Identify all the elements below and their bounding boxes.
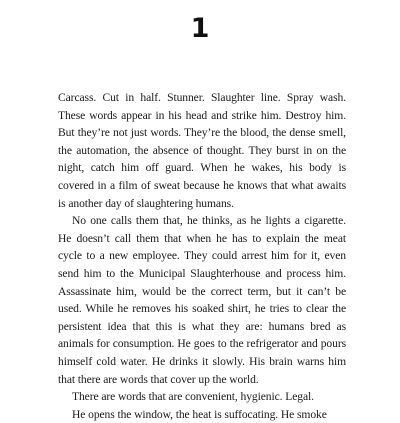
chapter-body [58,89,346,423]
paragraph: There are words that are convenient, hygienic. Legal. [72,390,314,404]
paragraph: He opens the window, the heat is suffocating. He smoke [72,407,327,421]
chapter-number: 1 [190,13,210,44]
paragraph: No one calls them that, he thinks, as he lights a cigarette. He doesn’t call them that when he has to explain the meat cycle to a new employee. They could arrest him for it, even send him to the Municipal Slaughterhouse and process him. Assassinate him, would be the correct term, but it can’t be used. While he removes his soaked shirt, he tries to clear the persistent idea that this is what they are: humans bred as animals for consumption. He goes to the refrigerator and pours himself cold water. He drinks it slowly. His brain warns him that there are words that cover up the world. [58,214,346,386]
paragraph: Carcass. Cut in half. Stunner. Slaughter line. Spray wash. These words appear in his head and strike him. Destroy him. But they’re not just words. They’re the blood, the dense smell, the automation, the absence of thought. They burst in on the night, catch him off guard. When he wakes, his body is covered in a film of sweat because he knows that what awaits is another day of slaughtering humans. [58,91,346,210]
